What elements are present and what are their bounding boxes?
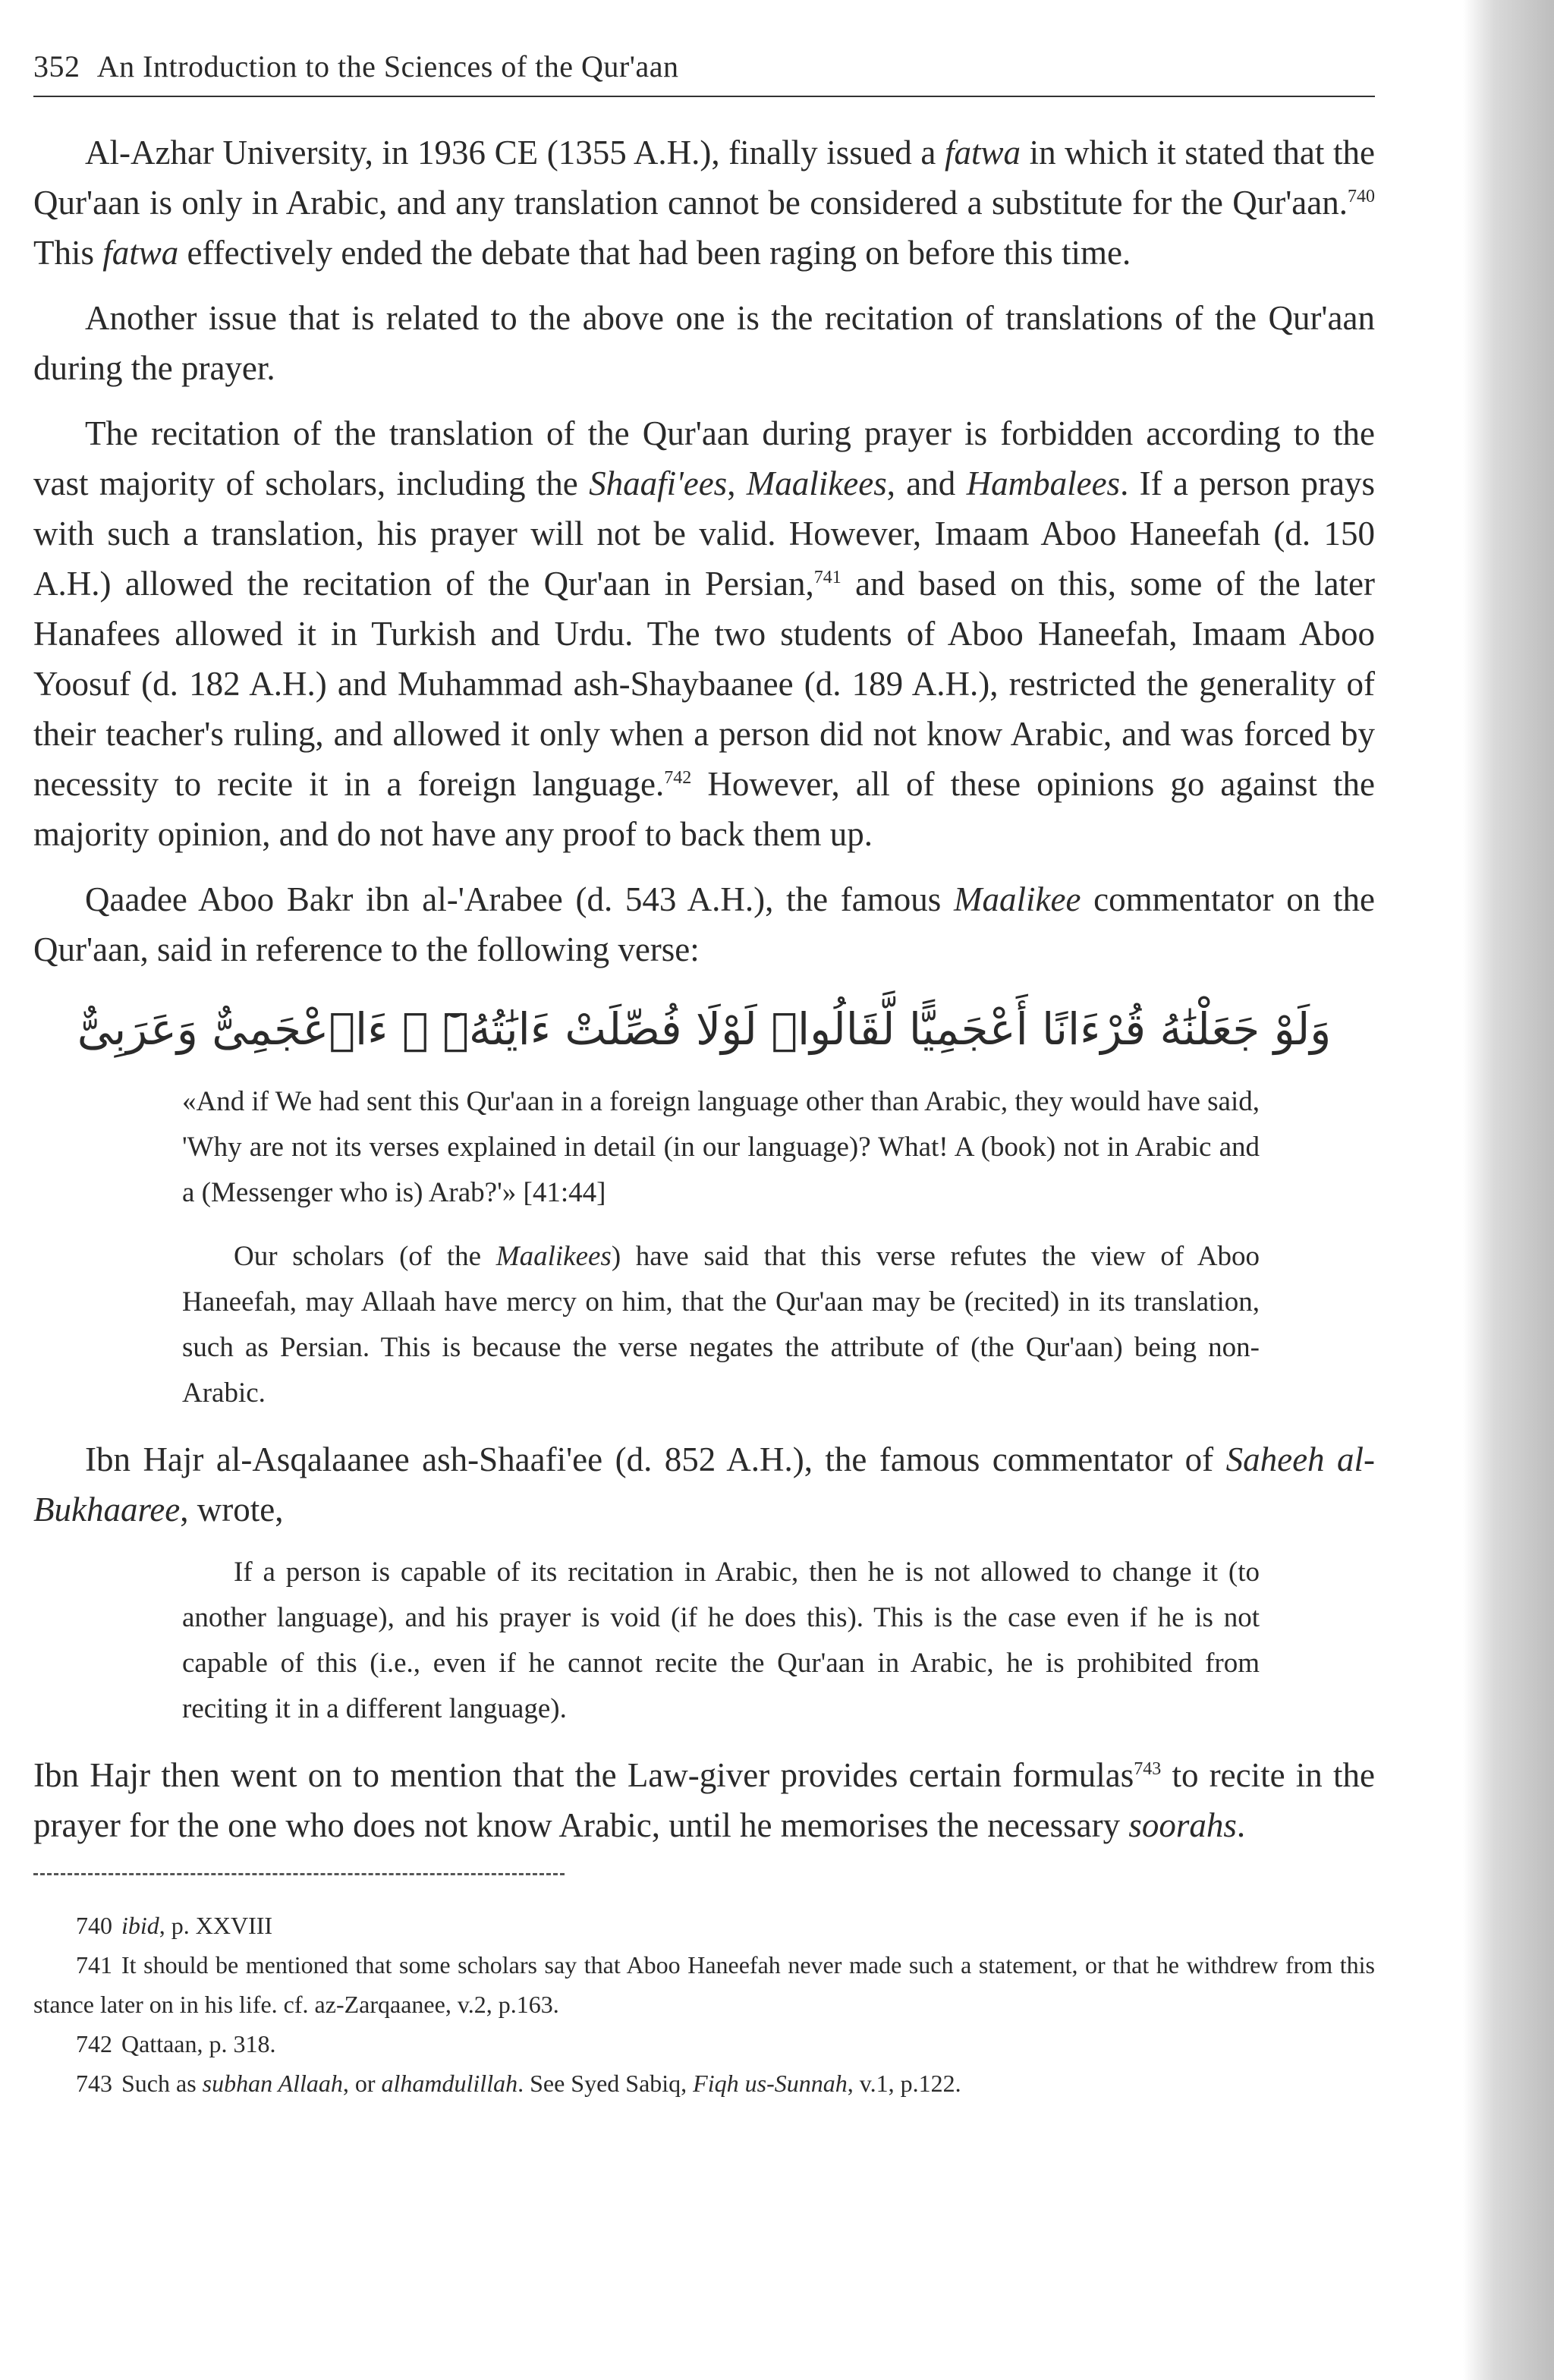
footnote-divider bbox=[33, 1873, 565, 1875]
running-header bbox=[33, 46, 1375, 97]
block-quote-maalikees: Our scholars (of the Maalikees) have said that this verse refutes the view of Aboo Haneefah, may Allaah have mercy on him, that the Qur'aan may be (recited) in its translation, such as Persian. This is because the verse negates the attribute of (the Qur'aan) being non-Arabic. bbox=[182, 1241, 1260, 1409]
footnote-ref-741[interactable]: 741 bbox=[813, 568, 841, 587]
page-edge-shadow bbox=[1463, 0, 1554, 2380]
block-quote-ibn-hajr: If a person is capable of its recitation in Arabic, then he is not allowed to change it (to another language), and his prayer is void (if he does this). This is the case even if he is not capable of this (i.e., even if he cannot recite the Qur'aan in Arabic, he is prohibited from reciting it in a different language). bbox=[182, 1557, 1260, 1724]
book-page bbox=[33, 46, 1375, 2103]
running-title: An Introduction to the Sciences of the Qur'aan bbox=[96, 49, 679, 83]
quran-verse-arabic: وَلَوْ جَعَلْنَٰهُ قُرْءَانًا أَعْجَمِيًّا لَّقَالُوا۟ لَوْلَا فُصِّلَتْ ءَايَٰتُهُۥٓ ۖ ءَا۬عْجَمِىٌّ وَعَرَبِىٌّ bbox=[77, 1003, 1332, 1055]
paragraph-another-issue: Another issue that is related to the above one is the recitation of translations of the Qur'aan during the prayer. bbox=[33, 299, 1375, 387]
paragraph-law-giver: Ibn Hajr then went on to mention that the Law-giver provides certain formulas$^{743}$ to recite in the prayer for the one who does not know Arabic, until he memorises the necessary soorahs. bbox=[33, 1756, 1376, 1844]
paragraph-qaadee: Qaadee Aboo Bakr ibn al-'Arabee (d. 543 A.H.), the famous Maalikee commentator on the Qur'aan, said in reference to the following verse: bbox=[33, 880, 1375, 968]
footnote-743: 743 Such as subhan Allaah, or alhamdulillah. See Syed Sabiq, Fiqh us-Sunnah, v.1, p.122. bbox=[76, 2070, 961, 2097]
footnote-ref-742[interactable]: 742 bbox=[664, 768, 692, 788]
page-number: 352 bbox=[33, 49, 80, 83]
paragraph-fatwa: Al-Azhar University, in 1936 CE (1355 A.H.), finally issued a fatwa in which it stated that the Qur'aan is only in Arabic, and any translation cannot be considered a substitute for the Qur'aan.$^{740}$ This fatwa effectively ended the debate that had been raging on before this time. bbox=[33, 134, 1375, 272]
footnote-ref-743[interactable]: 743 bbox=[1134, 1759, 1162, 1779]
verse-translation: «And if We had sent this Qur'aan in a foreign language other than Arabic, they would have said, 'Why are not its verses explained in detail (in our language)? What! A (book) not in Arabic and a (Messenger who is) Arab?'» [41:44] bbox=[182, 1086, 1260, 1208]
paragraph-ibn-hajr: Ibn Hajr al-Asqalaanee ash-Shaafi'ee (d. 852 A.H.), the famous commentator of Saheeh al-Bukhaaree, wrote, bbox=[33, 1440, 1375, 1528]
footnote-742: 742 Qattaan, p. 318. bbox=[76, 2030, 276, 2057]
footnote-741: 741 It should be mentioned that some scholars say that Aboo Haneefah never made such a statement, or that he withdrew from this stance later on in his life. cf. az-Zarqaanee, v.2, p.163. bbox=[33, 1951, 1375, 2018]
footnote-ref-740[interactable]: 740 bbox=[1348, 187, 1375, 206]
paragraph-recitation-ruling: The recitation of the translation of the Qur'aan during prayer is forbidden according to the vast majority of scholars, including the Shaafi'ees, Maalikees, and Hambalees. If a person prays with such a translation, his prayer will not be valid. However, Imaam Aboo Haneefah (d. 150 A.H.) allowed the recitation of the Qur'aan in Persian,$^{741}$ and based on this, some of the later Hanafees allowed it in Turkish and Urdu. The two students of Aboo Haneefah, Imaam Aboo Yoosuf (d. 182 A.H.) and Muhammad ash-Shaybaanee (d. 189 A.H.), restricted the generality of their teacher's ruling, and allowed it only when a person did not know Arabic, and was forced by necessity to recite it in a foreign language.$^{742}$ However, all of these opinions go against the majority opinion, and do not have any proof to back them up. bbox=[33, 414, 1376, 853]
footnote-740: 740 ibid, p. XXVIII bbox=[76, 1912, 273, 1939]
